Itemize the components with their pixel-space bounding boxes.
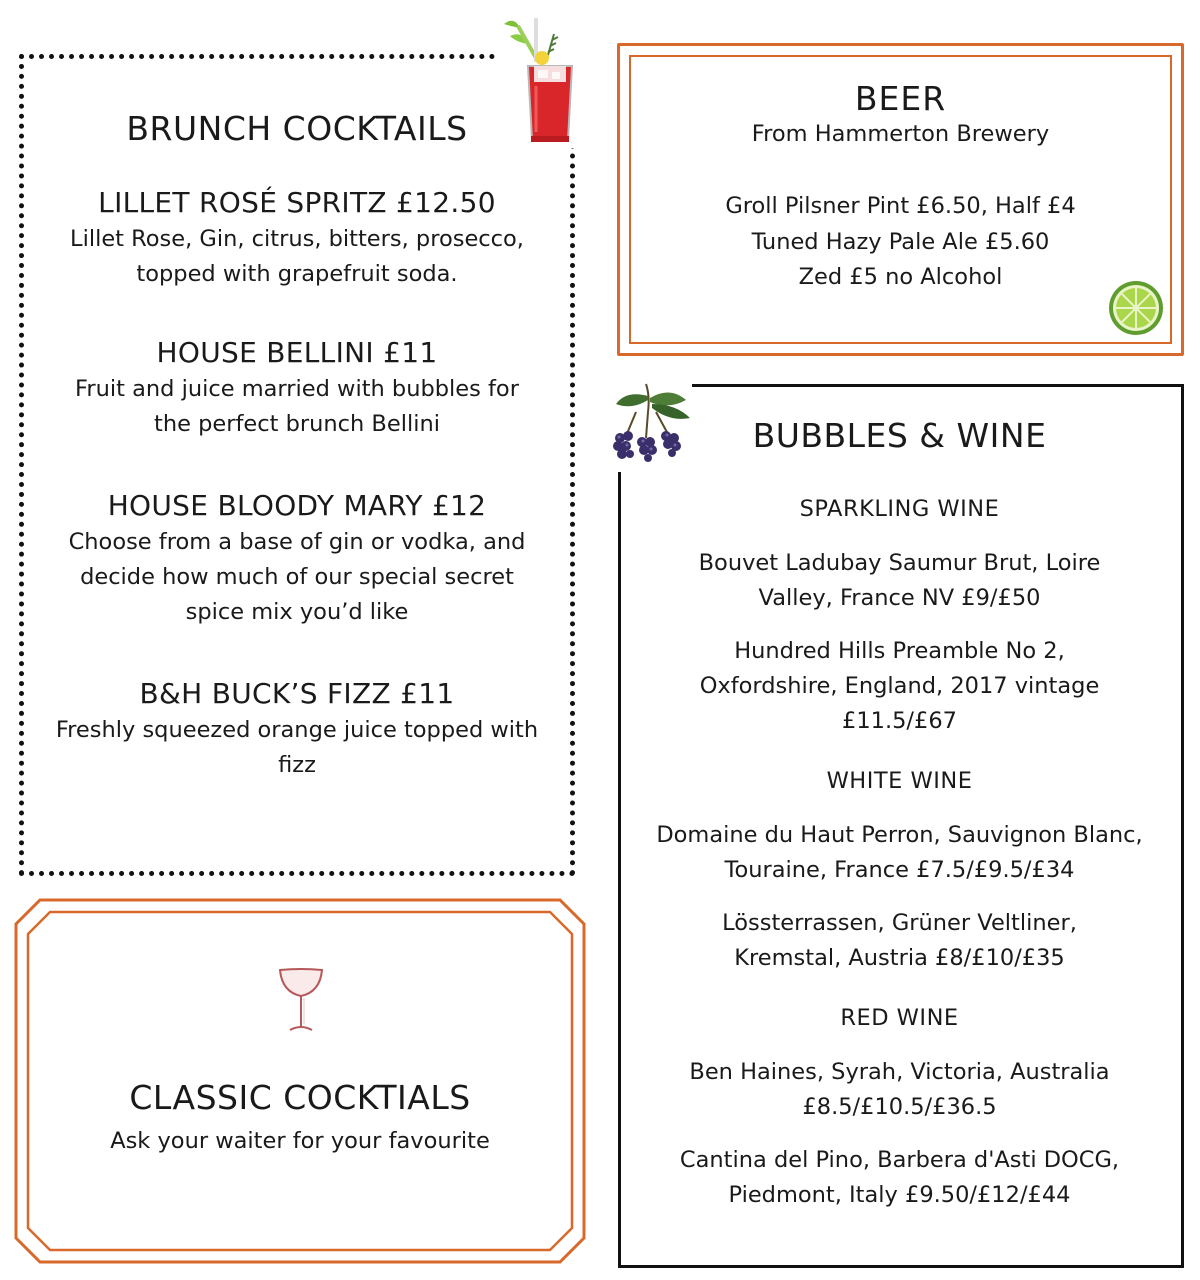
section-heading-red: RED WINE: [840, 1005, 959, 1031]
wine-item: Ben Haines, Syrah, Victoria, Australia £8.5/£10.5/£36.5: [689, 1059, 1110, 1120]
classic-cocktails-title: CLASSIC COCKTIALS: [129, 1078, 471, 1117]
section-heading-white: WHITE WINE: [826, 768, 973, 794]
menu-item-name: B&H BUCK’S FIZZ £11: [139, 677, 455, 710]
beer-item: Groll Pilsner Pint £6.50, Half £4: [725, 193, 1076, 219]
wine-item: Hundred Hills Preamble No 2, Oxfordshire, England, 2017 vintage £11.5/£67: [699, 638, 1100, 734]
menu-item-name: HOUSE BLOODY MARY £12: [107, 489, 487, 522]
menu-item: [60, 489, 534, 630]
lime-slice-icon: [1107, 279, 1165, 341]
section-heading-sparkling: SPARKLING WINE: [799, 496, 1000, 522]
menu-item: [54, 336, 540, 442]
brunch-cocktails-panel: [19, 54, 575, 876]
menu-item-name: HOUSE BELLINI £11: [156, 336, 438, 369]
beer-item: Tuned Hazy Pale Ale £5.60: [751, 228, 1050, 255]
blackberries-icon: [606, 376, 694, 470]
beer-item: Zed £5 no Alcohol: [798, 264, 1003, 290]
menu-item: [48, 677, 546, 783]
wine-item: Lössterrassen, Grüner Veltliner, Kremstal, Austria £8/£10/£35: [722, 910, 1077, 971]
beer-panel: [617, 43, 1184, 356]
wine-border-top: [692, 384, 1184, 387]
menu-item-description: Fruit and juice married with bubbles for the perfect brunch Bellini: [75, 376, 519, 437]
menu-item-description: Choose from a base of gin or vodka, and decide how much of our special secret spice mix you’d like: [68, 529, 526, 625]
wine-item: Bouvet Ladubay Saumur Brut, Loire Valley, France NV £9/£50: [698, 550, 1101, 611]
menu-item-description: Freshly squeezed orange juice topped with fizz: [55, 717, 539, 778]
wine-item: Domaine du Haut Perron, Sauvignon Blanc, Touraine, France £7.5/£9.5/£34: [656, 822, 1143, 883]
coupe-glass-icon: [276, 966, 326, 1040]
brunch-cocktails-title: BRUNCH COCKTAILS: [126, 109, 468, 148]
classic-cocktails-panel: [14, 898, 586, 1264]
menu-item: [38, 186, 556, 292]
bubbles-wine-title: BUBBLES & WINE: [752, 416, 1047, 455]
menu-item-description: Lillet Rose, Gin, citrus, bitters, prosecco, topped with grapefruit soda.: [70, 226, 524, 287]
classic-cocktails-description: Ask your waiter for your favourite: [110, 1128, 490, 1154]
beer-title: BEER: [854, 79, 947, 118]
wine-border-left: [618, 472, 621, 1268]
bloody-mary-glass-icon: [496, 14, 580, 152]
bubbles-wine-panel: [618, 384, 1184, 1268]
menu-item-name: LILLET ROSÉ SPRITZ £12.50: [98, 186, 496, 219]
beer-list: [617, 189, 1184, 296]
beer-subtitle: From Hammerton Brewery: [751, 121, 1050, 147]
wine-item: Cantina del Pino, Barbera d'Asti DOCG, Piedmont, Italy £9.50/£12/£44: [679, 1147, 1120, 1208]
